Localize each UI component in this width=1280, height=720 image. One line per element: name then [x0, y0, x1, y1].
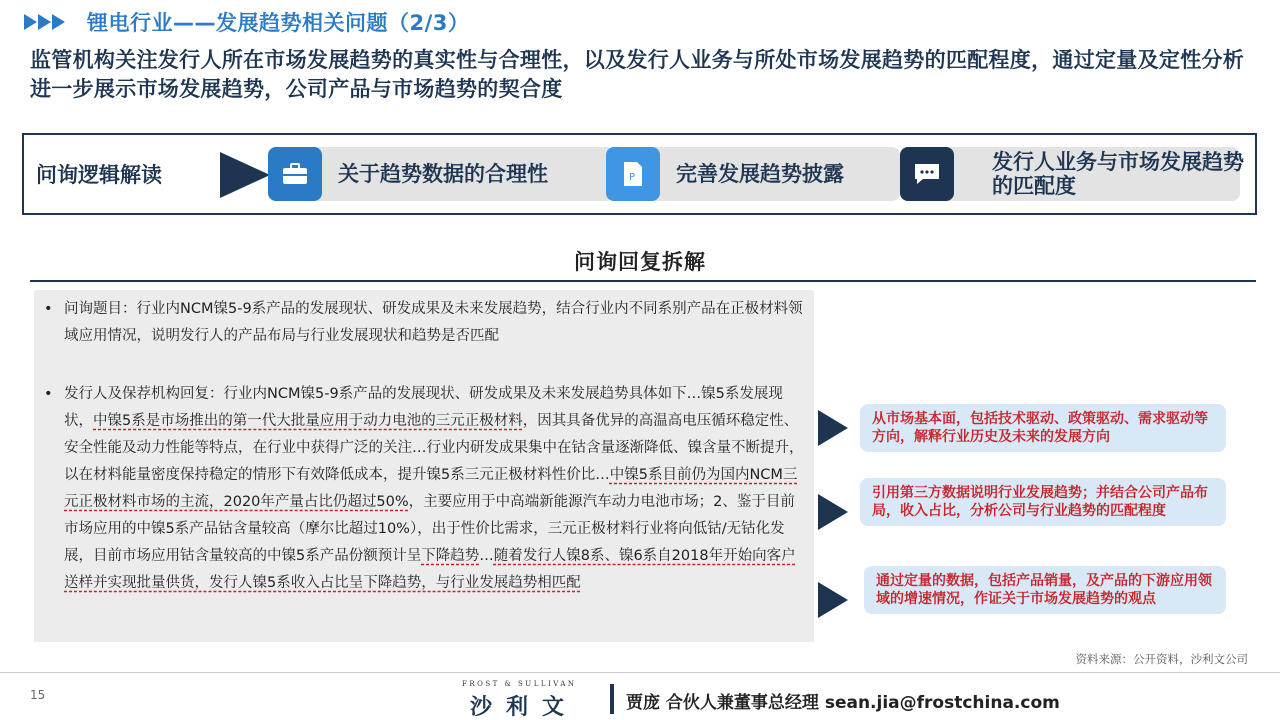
- footer-bar: [610, 684, 614, 714]
- document-icon: [606, 147, 660, 201]
- bullet-dot-icon: •: [44, 301, 53, 317]
- logic-item-disclosure: [606, 147, 900, 201]
- question-text: 问询题目：行业内NCM镍5-9系产品的发展现状、研发成果及未来发展趋势，结合行业内不同系别产品在正极材料领域应用情况，说明发行人的产品布局与行业发展现状和趋势是否匹配: [64, 301, 803, 344]
- arrow-right-icon: [818, 582, 848, 618]
- answer-highlight: 随着发行人镍8系、镍6系自2018年开始向客户送样并实现批量供货，发行人镍5系收入占比呈下降趋势，与行业发展趋势相匹配: [64, 548, 796, 591]
- logic-box: [22, 133, 1257, 215]
- logic-item-label: 发行人业务与市场发展趋势的匹配度: [992, 150, 1244, 198]
- answer-text: [64, 381, 804, 597]
- footer-divider: [0, 672, 1280, 673]
- arrow-right-icon: [818, 410, 848, 446]
- content-panel: [34, 290, 814, 642]
- logic-item-business-match: [900, 147, 1244, 201]
- briefcase-icon: [268, 147, 322, 201]
- chat-icon: [900, 147, 954, 201]
- logo-top-text: FROST & SULLIVAN: [462, 680, 577, 688]
- svg-text:P: P: [629, 172, 636, 183]
- answer-highlight: 下降趋势: [421, 548, 480, 564]
- contact-info: 贾庞 合伙人兼董事总经理 sean.jia@frostchina.com: [626, 693, 1060, 713]
- page-number: 15: [30, 688, 46, 702]
- source-note: 资料来源：公开资料，沙利文公司: [1075, 652, 1248, 666]
- answer-part: ，因其具备优异的高温高电压循环稳定性、安全性能及动力性能等特点，在行业中获得广泛的关注…行业内研发成果集中在钴含量逐渐降低、镍含量不断提升，以在材料能量密度保持稳定的情形下有效降低成本，提升镍5系三元正极材料性价比…: [64, 413, 804, 483]
- section-title: 问询回复拆解: [574, 250, 706, 274]
- answer-bullet: [44, 381, 804, 597]
- page-header: [24, 8, 469, 36]
- answer-part: ，主要应用于中高端新能源汽车动力电池市场；2、鉴于目前市场应用的中镍5系产品钴含量较高（摩尔比超过10%），出于性价比需求，三元正极材料行业将向低钴/无钴化发展，目前市场应用钴含量较高的中镍5系产品份额预计呈: [64, 494, 795, 564]
- logic-item-label: 完善发展趋势披露: [676, 162, 844, 186]
- logic-item-label: 关于趋势数据的合理性: [338, 162, 548, 186]
- logo-main-text: 沙利文: [470, 695, 579, 720]
- callout-3: 通过定量的数据，包括产品销量，及产品的下游应用领域的增速情况，作证关于市场发展趋势的观点: [864, 566, 1226, 614]
- callout-2: 引用第三方数据说明行业发展趋势；并结合公司产品布局，收入占比，分析公司与行业趋势的匹配程度: [860, 478, 1226, 526]
- section-divider: [30, 280, 1256, 282]
- answer-part: …: [479, 548, 494, 564]
- logic-item-trend-data: [268, 147, 614, 201]
- answer-part: 发行人及保荐机构回复：行业内NCM镍5-9系产品的发展现状、研发成果及未来发展趋势具体如下…镍5系发展现状，: [64, 386, 783, 429]
- page-title: 锂电行业——发展趋势相关问题（2/3）: [87, 11, 470, 35]
- arrow-right-icon: [818, 494, 848, 530]
- play-arrow-icon: [220, 152, 270, 198]
- logic-label: 问询逻辑解读: [36, 163, 162, 187]
- subtitle: 监管机构关注发行人所在市场发展趋势的真实性与合理性，以及发行人业务与所处市场发展趋势的匹配程度，通过定量及定性分析进一步展示市场发展趋势，公司产品与市场趋势的契合度: [30, 48, 1245, 101]
- callout-1: 从市场基本面，包括技术驱动、政策驱动、需求驱动等方向，解释行业历史及未来的发展方向: [860, 404, 1226, 452]
- bullet-dot-icon: •: [44, 386, 53, 402]
- answer-highlight: 中镍5系目前仍为国内NCM三元正极材料市场的主流，2020年产量占比仍超过50%: [64, 467, 798, 510]
- header-arrows-icon: [24, 14, 65, 30]
- answer-highlight: 中镍5系是市场推出的第一代大批量应用于动力电池的三元正极材料: [93, 413, 523, 429]
- frost-sullivan-logo: [460, 680, 600, 718]
- question-bullet: [44, 296, 804, 350]
